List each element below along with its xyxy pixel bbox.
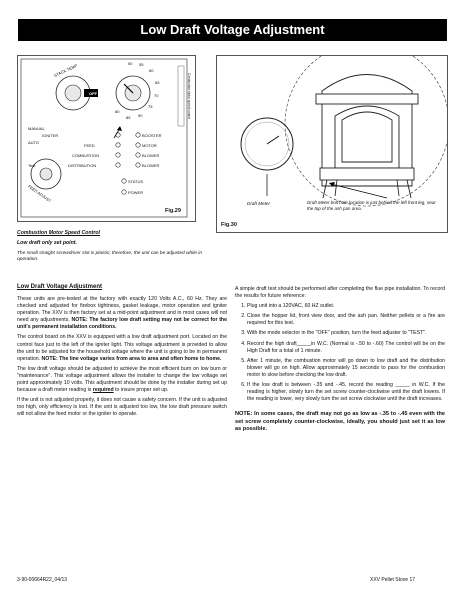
fig29-caption-title: Combustion Motor Speed Control (17, 230, 100, 236)
right-column (235, 286, 445, 437)
ignitor-label: IGNITER (42, 133, 59, 138)
stack-temp-label: STACK TEMP (53, 62, 79, 79)
paragraph-safety: If the unit is not adjusted properly, it does not cause a safety concern. If the unit is adjusted too high, only efficiency is lost. If the unit is adjusted too low, the low draft pressure switch will not allow the feed motor or the igniter to operate. (17, 397, 227, 418)
dial-tick: 85 (126, 115, 131, 120)
combustion-label: COMBUSTION (72, 153, 100, 158)
draft-test-steps (235, 303, 445, 403)
draft-note: NOTE: In some cases, the draft may not go as low as -.35 to -.45 even with the set screw completely counter-clockwise, ideally, you should just set it as low as possible. (235, 411, 445, 433)
dial-tick: 80 (115, 109, 120, 114)
figure-29-control-board (17, 55, 196, 222)
pellet-stove (316, 75, 418, 199)
distribution-label: DISTRIBUTION (68, 163, 97, 168)
line-voltage-note: NOTE: The line voltage varies from area to area and often home to home. (41, 355, 222, 362)
step-1: 1. Plug unit into a 120VAC, 60 HZ outlet. (247, 303, 445, 310)
fig29-caption-sub: Low draft only set point. (17, 240, 77, 246)
feed-label: FEED (84, 143, 95, 148)
dial-tick: 50 (128, 61, 133, 66)
fig29-caption-note: The small straight screwdriver slot is plastic; therefore, the unit can be adjusted while in operation. (17, 251, 203, 262)
side-slot-label: Combustion motor speed control (187, 72, 192, 120)
footer-page-number: XXV Pellet Stove 17 (370, 577, 416, 583)
footer-doc-number: 3-90-00664R22_04/13 (17, 577, 68, 583)
booster-label: BOOSTER (142, 133, 162, 138)
auto-label: AUTO (28, 140, 40, 145)
left-column (17, 296, 227, 422)
motor-label: MOTOR (142, 143, 157, 148)
page-title: Low Draft Voltage Adjustment (18, 19, 447, 41)
paragraph-adjustment: The low draft voltage should be adjusted to achieve the most efficient burn on low burn or "maintenance". This voltage adjustment allows the installer to change the low voltage set point approximately 10 volts. This adjustment should be done by the installer during set up because a draft meter reading is required to insure proper set up. (17, 365, 227, 394)
draft-meter-label: Draft Meter (247, 201, 270, 206)
dial-tick: 90 (138, 113, 143, 118)
manual-label: MANUAL (28, 126, 45, 131)
step-6: 6. If the low draft is between -.35 and -.45, record the reading _____ in W.C. If the reading is higher, slowly turn the set screw counter-clockwise until the draft lowers. If the reading is lower, very slowly turn the set screw clockwise until the draft increases. (247, 382, 445, 403)
step-3: 3. With the mode selector in the "OFF" position, turn the feed adjuster to "TEST". (247, 330, 445, 337)
off-label: OFF (89, 91, 97, 96)
figure-label: Fig.30 (221, 222, 237, 228)
board-outline (21, 59, 187, 217)
section-heading: Low Draft Voltage Adjustment (17, 284, 103, 290)
figure-label: Fig.29 (165, 208, 181, 214)
power-label: POWER (128, 190, 144, 195)
dial-tick: 60 (149, 68, 154, 73)
dial-tick: 75 (148, 104, 153, 109)
dial-tick: 70 (154, 93, 159, 98)
required-emphasis: required (92, 387, 114, 394)
factory-note: NOTE: The factory low draft setting may not be correct for the unit's permanent installation conditions. (17, 317, 227, 331)
feed-adjust-label: FEED ADJUST (27, 183, 53, 204)
dial-tick: 65 (155, 80, 160, 85)
blower-label: BLOWER (142, 153, 160, 158)
step-5: 5. After 1 minute, the combustion motor will go down to low draft and the distribution blower will go on high. Allow approximately 15 seconds to pass for the combustion motor to slow before checking the low draft. (247, 358, 445, 379)
dial-tick: 55 (139, 62, 144, 67)
status-label: STATUS (128, 179, 144, 184)
blower-label: BLOWER (142, 163, 160, 168)
paragraph-control-board: The control board on the XXV is equipped with a low draft adjustment port. Located on the control face just to the left of the igniter light. This voltage adjustment is provided to allow the unit to be adjusted for the household voltage where the unit is going to be in permanent operation. NOTE: The line voltage varies from area to area and often home to home. (17, 334, 227, 362)
test-label: Test (28, 163, 36, 168)
step-2: 2. Close the hopper lid, front view door, and the ash pan. Neither pellets or a fire are required for this test. (247, 313, 445, 327)
paragraph-intro: These units are pre-tested at the factory with exactly 120 Volts A.C., 60 Hz. They are checked and adjusted for firebox tightness, gasket leakage, motor operation and igniter operation. The XXV is then factory set at a mid-point adjustment and in most cases will not need any adjustments. NOTE: The factory low draft setting may not be correct for the unit's permanent installation conditions. (17, 296, 227, 331)
draft-test-intro: A simple draft test should be performed after completing the flue pipe installation. To record the results for future reference: (235, 286, 445, 300)
step-4: 4. Record the high draft_____in W.C. (Normal is -.50 to -.60) The control will be on the High Draft for a total of 1 minute. (247, 341, 445, 355)
figure-30-draft-meter (216, 55, 448, 233)
bolt-hole-note: Draft Meter bolt hole location is just behind the left front leg, near the top of the ash pan area. (307, 200, 436, 211)
